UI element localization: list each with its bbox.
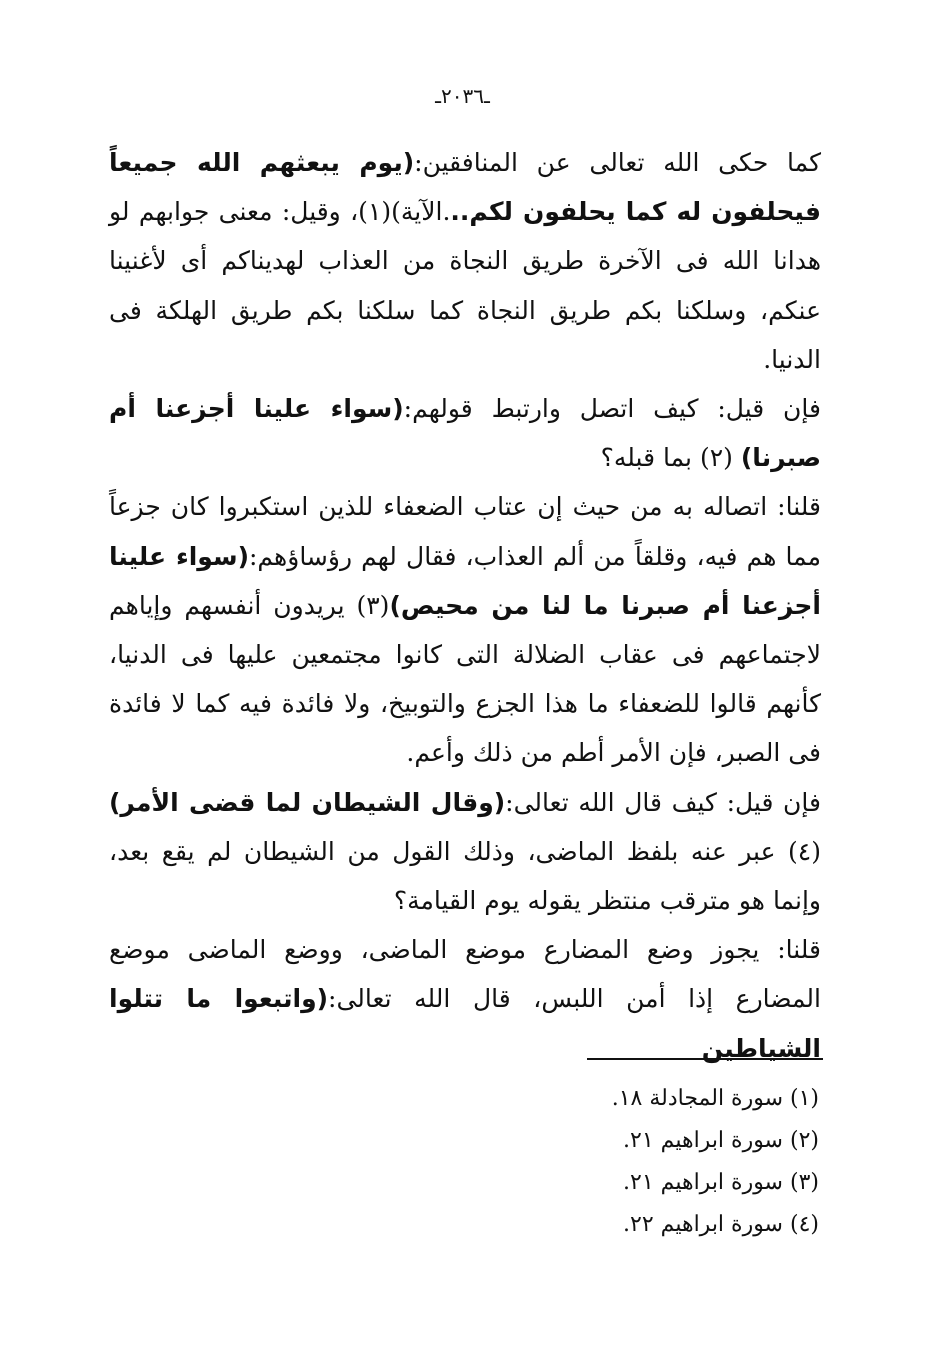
paragraph-5-text: قلنا: يجوز وضع المضارع موضع الماضى، ووضع الماضى موضع المضارع إذا أمن اللبس، قال الله تعالى: — [109, 935, 821, 1014]
paragraph-4-text: فإن قيل: كيف قال الله تعالى: — [505, 787, 821, 817]
paragraph-1 — [109, 138, 821, 384]
footnotes — [419, 1078, 819, 1246]
paragraph-3-continuation: (٣) يريدون أنفسهم وإياهم لاجتماعهم فى عقاب الضلالة التى كانوا مجتمعين عليها فى الدنيا، كأنهم قالوا للضعفاء ما هذا الجزع والتوبيخ، ولا فائدة فيه كما لا فائدة فى الصبر، فإن الأمر أطم من ذلك وأعم. — [109, 590, 821, 768]
footnote-1: (١) سورة المجادلة ١٨. — [611, 1086, 819, 1111]
footnote-2: (٢) سورة ابراهيم ٢١. — [623, 1128, 819, 1153]
footnote-divider — [587, 1058, 823, 1060]
paragraph-4-quran-quote: (وقال الشيطان لما قضى الأمر) — [109, 787, 506, 817]
paragraph-3-quran-quote: (سواء علينا أجزعنا أم صبرنا ما لنا من محيص) — [109, 541, 821, 620]
paragraph-4 — [109, 778, 821, 926]
footnote-3: (٣) سورة ابراهيم ٢١. — [623, 1170, 819, 1195]
paragraph-5 — [109, 925, 821, 1073]
paragraph-2-text: فإن قيل: كيف اتصل وارتبط قولهم: — [403, 394, 821, 424]
paragraph-1-text: كما حكى الله تعالى عن المنافقين: — [414, 148, 821, 177]
paragraph-3 — [109, 482, 821, 777]
paragraph-2-continuation: (٢) بما قبله؟ — [600, 443, 733, 473]
footnote-4: (٤) سورة ابراهيم ٢٢. — [623, 1212, 819, 1237]
paragraph-5-quran-quote: (واتبعوا ما تتلوا الشياطين — [109, 984, 821, 1063]
paragraph-2 — [109, 384, 821, 482]
paragraph-2-quran-quote: (سواء علينا أجزعنا أم صبرنا) — [109, 394, 821, 473]
body-text — [109, 138, 821, 1073]
paragraph-1-continuation: .الآية)(١)، وقيل: معنى جوابهم لو هدانا الله فى الآخرة طريق النجاة من العذاب لهديناكم أى لأغنينا عنكم، وسلكنا بكم طريق النجاة كما سلكنا بكم طريق الهلكة فى الدنيا. — [109, 197, 822, 374]
paragraph-3-text: قلنا: اتصاله به من حيث إن عتاب الضعفاء للذين استكبروا كان جزعاً مما هم فيه، وقلقاً من ألم العذاب، فقال لهم رؤساؤهم: — [109, 492, 821, 571]
page-number: ـ٢٠٣٦ـ — [435, 84, 490, 108]
paragraph-4-continuation: (٤) عبر عنه بلفظ الماضى، وذلك القول من الشيطان لم يقع بعد، وإنما هو مترقب منتظر يقوله يوم القيامة؟ — [109, 836, 821, 916]
paragraph-1-quran-quote: (يوم يبعثهم الله جميعاً فيحلفون له كما يحلفون لكم.. — [109, 148, 821, 227]
